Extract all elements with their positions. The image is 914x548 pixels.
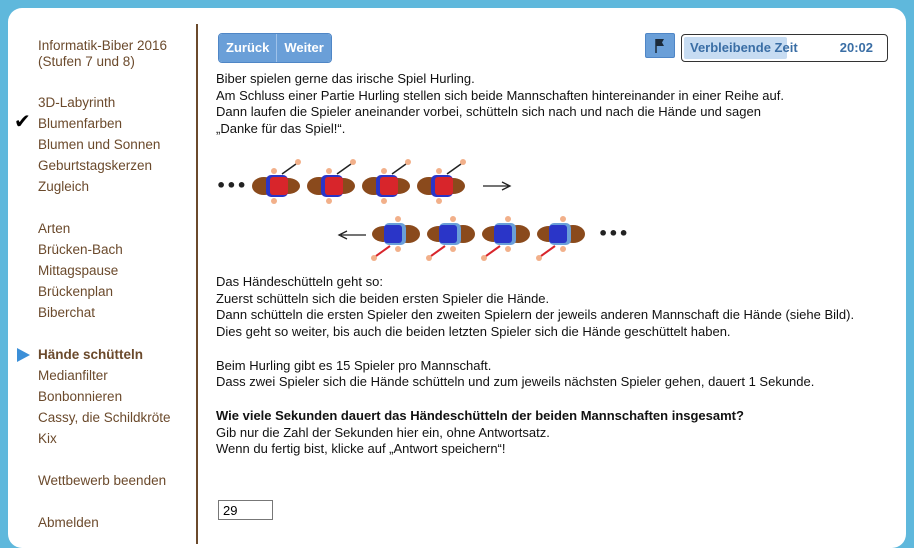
task-link-3d-labyrinth[interactable]: 3D-Labyrinth bbox=[38, 95, 116, 110]
task-link-bruecken-bach[interactable]: Brücken-Bach bbox=[38, 242, 123, 257]
instruction-line: Gib nur die Zahl der Sekunden hier ein, ohne Antwortsatz. bbox=[216, 424, 550, 440]
task-link-bonbonnieren[interactable]: Bonbonnieren bbox=[38, 389, 123, 404]
task-link-medianfilter[interactable]: Medianfilter bbox=[38, 368, 108, 383]
ellipsis-right: ••• bbox=[598, 224, 629, 243]
explanation-line: Das Händeschütteln geht so: bbox=[216, 273, 383, 289]
nav-button-group bbox=[218, 33, 332, 63]
arrow-right-icon bbox=[483, 182, 510, 190]
logout-link[interactable]: Abmelden bbox=[38, 515, 99, 530]
player-bottom-3 bbox=[481, 216, 530, 261]
hurling-handshake-illustration bbox=[216, 158, 636, 270]
contest-title-line1: Informatik-Biber 2016 bbox=[38, 38, 168, 53]
next-button[interactable]: Weiter bbox=[276, 34, 331, 62]
task-facts bbox=[216, 358, 886, 391]
player-top-3 bbox=[362, 159, 411, 204]
sidebar-divider bbox=[196, 24, 198, 544]
remaining-time-value: 20:02 bbox=[839, 40, 873, 55]
main-panel bbox=[8, 8, 906, 548]
instruction-line: Wenn du fertig bist, klicke auf „Antwort speichern“! bbox=[216, 441, 506, 457]
fact-line: Beim Hurling gibt es 15 Spieler pro Mannschaft. bbox=[216, 357, 492, 373]
player-bottom-4 bbox=[536, 216, 585, 261]
spacer bbox=[216, 341, 886, 358]
task-link-blumenfarben[interactable]: Blumenfarben bbox=[38, 116, 123, 131]
task-link-cassy[interactable]: Cassy, die Schildkröte bbox=[38, 410, 171, 425]
task-link-arten[interactable]: Arten bbox=[38, 221, 71, 236]
end-contest-link[interactable]: Wettbewerb beenden bbox=[38, 473, 167, 488]
explanation-line: Zuerst schütteln sich die beiden ersten Spieler die Hände. bbox=[216, 290, 550, 306]
intro-line: „Danke für das Spiel!“. bbox=[216, 121, 346, 137]
explanation-line: Dies geht so weiter, bis auch die beiden letzten Spieler sich die Hände geschüttelt haben. bbox=[216, 323, 731, 339]
remaining-time-box bbox=[681, 34, 888, 62]
ellipsis-left: ••• bbox=[216, 176, 247, 195]
task-intro bbox=[216, 71, 886, 138]
task-link-zugleich[interactable]: Zugleich bbox=[38, 179, 90, 194]
player-top-4 bbox=[417, 159, 466, 204]
remaining-time-label: Verbleibende Zeit bbox=[690, 40, 798, 55]
contest-title-line2: (Stufen 7 und 8) bbox=[38, 54, 135, 69]
task-link-kix[interactable]: Kix bbox=[38, 431, 57, 446]
player-top-1 bbox=[252, 159, 301, 204]
task-link-biberchat[interactable]: Biberchat bbox=[38, 305, 96, 320]
task-question: Wie viele Sekunden dauert das Händeschütteln der beiden Mannschaften insgesamt? bbox=[216, 408, 744, 424]
task-explanation bbox=[216, 274, 886, 341]
fact-line: Dass zwei Spieler sich die Hände schütteln und zum jeweils nächsten Spieler gehen, dauert 1 Sekunde. bbox=[216, 374, 815, 390]
intro-line: Dann laufen die Spieler aneinander vorbei, schütteln sich nach und nach die Hände und sagen bbox=[216, 104, 761, 120]
task-question-block bbox=[216, 408, 886, 458]
flag-button[interactable] bbox=[645, 33, 675, 58]
player-bottom-1 bbox=[371, 216, 420, 261]
intro-line: Biber spielen gerne das irische Spiel Hurling. bbox=[216, 71, 475, 86]
sidebar bbox=[8, 8, 196, 548]
intro-line: Am Schluss einer Partie Hurling stellen sich beide Mannschaften hintereinander in einer Reihe auf. bbox=[216, 87, 784, 103]
task-link-mittagspause[interactable]: Mittagspause bbox=[38, 263, 119, 278]
task-link-brueckenplan[interactable]: Brückenplan bbox=[38, 284, 114, 299]
task-link-haende-schuetteln[interactable]: Hände schütteln bbox=[38, 347, 144, 362]
task-link-geburtstagskerzen[interactable]: Geburtstagskerzen bbox=[38, 158, 153, 173]
back-button[interactable]: Zurück bbox=[219, 34, 276, 62]
contest-title[interactable] bbox=[38, 38, 167, 70]
player-bottom-2 bbox=[426, 216, 475, 261]
arrow-left-icon bbox=[339, 231, 366, 239]
current-task-arrow-icon bbox=[17, 348, 30, 362]
explanation-line: Dann schütteln die ersten Spieler den zweiten Spielern der jeweils anderen Mannschaft die Hände (siehe Bild). bbox=[216, 307, 855, 323]
spacer bbox=[216, 391, 886, 408]
check-icon: ✔ bbox=[14, 111, 31, 133]
flag-icon bbox=[646, 34, 674, 57]
task-link-blumen-und-sonnen[interactable]: Blumen und Sonnen bbox=[38, 137, 161, 152]
player-top-2 bbox=[307, 159, 356, 204]
answer-input[interactable] bbox=[218, 500, 273, 520]
